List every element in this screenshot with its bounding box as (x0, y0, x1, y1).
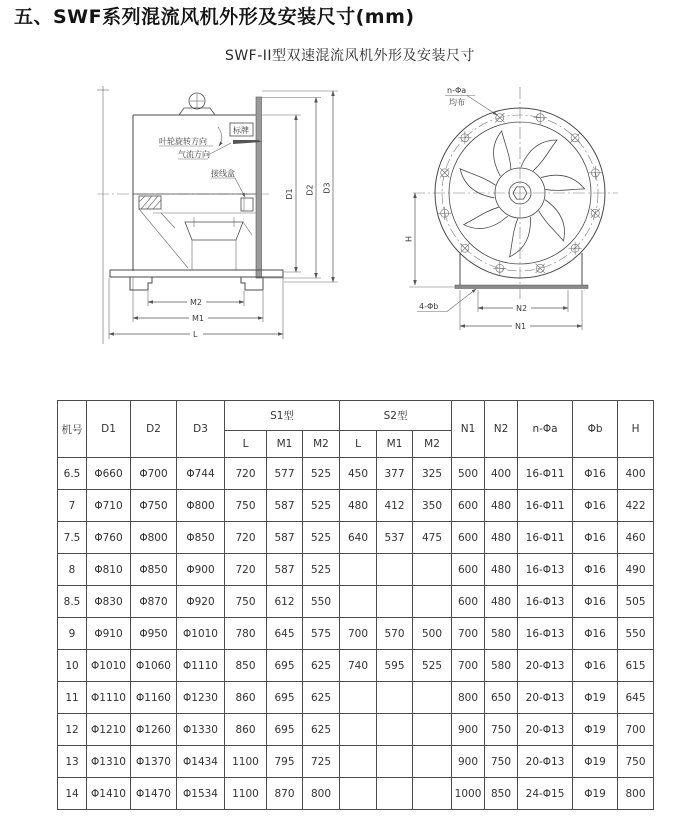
table-cell: 587 (267, 554, 303, 586)
dimensions-table (57, 400, 654, 810)
table-cell: 612 (267, 586, 303, 618)
table-cell: 860 (225, 714, 267, 746)
table-row (58, 746, 654, 778)
table-cell: 750 (485, 714, 518, 746)
table-cell: Φ16 (573, 586, 618, 618)
table-cell: Φ1260 (131, 714, 177, 746)
row-fan-size: 6.5 (58, 458, 87, 490)
table-cell: 480 (485, 522, 518, 554)
dim-d3-label: D3 (322, 182, 332, 194)
table-cell (377, 586, 413, 618)
table-cell: 600 (452, 522, 485, 554)
row-fan-size: 7.5 (58, 522, 87, 554)
table-cell: Φ1534 (177, 778, 225, 810)
table-cell: Φ950 (131, 618, 177, 650)
table-cell (413, 586, 452, 618)
table-cell (413, 682, 452, 714)
table-cell: Φ710 (87, 490, 131, 522)
table-cell: 577 (267, 458, 303, 490)
row-fan-size: 9 (58, 618, 87, 650)
table-cell: Φ1470 (131, 778, 177, 810)
col-header-d1: D1 (87, 401, 131, 458)
table-cell: 480 (485, 554, 518, 586)
impeller (460, 131, 584, 257)
table-row (58, 554, 654, 586)
table-cell: Φ1160 (131, 682, 177, 714)
col-header-h: H (618, 401, 654, 458)
table-cell: 625 (303, 714, 340, 746)
table-cell (413, 746, 452, 778)
table-cell: 587 (267, 490, 303, 522)
table-row (58, 650, 654, 682)
table-cell (377, 778, 413, 810)
col-header-s1-m1: M1 (267, 431, 303, 458)
dim-d2-label: D2 (305, 184, 315, 196)
col-header-n1: N1 (452, 401, 485, 458)
col-header-s2-l: L (340, 431, 377, 458)
dim-l (109, 278, 283, 339)
table-cell: Φ850 (177, 522, 225, 554)
table-row (58, 586, 654, 618)
junction-box (241, 198, 253, 211)
table-cell: 720 (225, 522, 267, 554)
outlet-flange (256, 97, 262, 278)
table-cell: 20-Φ13 (518, 714, 573, 746)
table-cell: 800 (303, 778, 340, 810)
row-fan-size: 12 (58, 714, 87, 746)
table-cell: 475 (413, 522, 452, 554)
table-cell: Φ760 (87, 522, 131, 554)
table-cell: 700 (452, 618, 485, 650)
table-cell: Φ16 (573, 618, 618, 650)
col-header-d3: D3 (177, 401, 225, 458)
table-cell (377, 746, 413, 778)
col-header-s1-l: L (225, 431, 267, 458)
table-cell (413, 714, 452, 746)
row-fan-size: 14 (58, 778, 87, 810)
table-cell: 325 (413, 458, 452, 490)
col-header-b: Φb (573, 401, 618, 458)
table-cell: 695 (267, 714, 303, 746)
table-cell: 16-Φ11 (518, 490, 573, 522)
dim-d3 (262, 91, 338, 282)
table-cell: Φ1110 (87, 682, 131, 714)
table-cell: Φ16 (573, 522, 618, 554)
table-cell: Φ1010 (87, 650, 131, 682)
table-cell: 505 (618, 586, 654, 618)
dim-n2-label: N2 (516, 304, 528, 313)
table-cell: Φ1110 (177, 650, 225, 682)
evenly-spaced-label: 均布 (449, 98, 465, 107)
table-cell: 725 (303, 746, 340, 778)
table-cell: 16-Φ13 (518, 554, 573, 586)
table-cell: 625 (303, 650, 340, 682)
table-cell: 16-Φ13 (518, 586, 573, 618)
table-cell: 460 (618, 522, 654, 554)
table-cell: 480 (485, 586, 518, 618)
hole-callout (445, 86, 497, 115)
table-cell: 480 (340, 490, 377, 522)
right-foot (241, 277, 263, 290)
table-cell: 695 (267, 650, 303, 682)
table-cell (340, 682, 377, 714)
row-fan-size: 10 (58, 650, 87, 682)
table-cell: Φ850 (131, 554, 177, 586)
row-fan-size: 8 (58, 554, 87, 586)
table-cell: 580 (485, 650, 518, 682)
table-cell: 640 (340, 522, 377, 554)
junction-box-label: 接线盒 (211, 169, 235, 178)
table-cell: Φ660 (87, 458, 131, 490)
table-cell: 400 (618, 458, 654, 490)
table-cell: Φ16 (573, 650, 618, 682)
table-cell: 350 (413, 490, 452, 522)
table-cell: Φ16 (573, 490, 618, 522)
rotation-direction-label: 叶轮旋转方向 (159, 137, 207, 146)
table-cell (413, 778, 452, 810)
table-cell: 750 (225, 490, 267, 522)
table-cell: 587 (267, 522, 303, 554)
table-cell: 525 (303, 554, 340, 586)
table-cell (340, 586, 377, 618)
row-fan-size: 7 (58, 490, 87, 522)
table-cell: Φ1310 (87, 746, 131, 778)
table-cell: 850 (225, 650, 267, 682)
table-row (58, 778, 654, 810)
table-cell (377, 554, 413, 586)
table-cell: 450 (340, 458, 377, 490)
table-cell: 615 (618, 650, 654, 682)
table-cell: 550 (303, 586, 340, 618)
table-cell: Φ19 (573, 778, 618, 810)
table-cell: 1100 (225, 778, 267, 810)
row-fan-size: 13 (58, 746, 87, 778)
table-cell: 900 (452, 746, 485, 778)
table-cell: 570 (377, 618, 413, 650)
table-cell (340, 714, 377, 746)
table-cell: Φ1330 (177, 714, 225, 746)
dim-n2 (478, 290, 568, 313)
table-cell: Φ900 (177, 554, 225, 586)
table-cell: Φ870 (131, 586, 177, 618)
table-cell: Φ810 (87, 554, 131, 586)
rotation-arrow-icon (218, 127, 222, 146)
table-cell: Φ1434 (177, 746, 225, 778)
dim-d2 (262, 98, 321, 279)
table-cell: 16-Φ11 (518, 458, 573, 490)
table-cell: 525 (413, 650, 452, 682)
table-cell: Φ1410 (87, 778, 131, 810)
table-cell: Φ19 (573, 682, 618, 714)
table-cell (340, 554, 377, 586)
table-cell: Φ19 (573, 746, 618, 778)
table-cell: 500 (452, 458, 485, 490)
dim-m2-label: M2 (190, 298, 202, 307)
table-cell: 400 (485, 458, 518, 490)
table-cell: 750 (485, 746, 518, 778)
table-row (58, 522, 654, 554)
table-cell (340, 746, 377, 778)
nameplate-label: 标牌 (233, 126, 249, 135)
table-cell: 720 (225, 554, 267, 586)
row-fan-size: 11 (58, 682, 87, 714)
table-cell: 550 (618, 618, 654, 650)
table-cell: 575 (303, 618, 340, 650)
table-cell: 800 (618, 778, 654, 810)
table-cell: 800 (452, 682, 485, 714)
dim-m1-label: M1 (192, 314, 204, 323)
callouts (159, 123, 262, 197)
base-hole-callout (417, 289, 476, 312)
table-row (58, 490, 654, 522)
dim-d1 (262, 115, 301, 272)
table-cell: Φ700 (131, 458, 177, 490)
col-header-s1-m2: M2 (303, 431, 340, 458)
table-cell: 525 (303, 522, 340, 554)
fan-casing (133, 97, 262, 278)
table-cell: 700 (618, 714, 654, 746)
table-cell: 600 (452, 490, 485, 522)
table-cell: 740 (340, 650, 377, 682)
dim-h-label: H (404, 235, 414, 243)
table-cell: Φ830 (87, 586, 131, 618)
table-cell: 525 (303, 490, 340, 522)
table-cell: 700 (340, 618, 377, 650)
table-cell: Φ19 (573, 714, 618, 746)
lifting-eye (179, 93, 215, 115)
base-hole-label: 4-Φb (419, 302, 439, 311)
table-cell: 750 (225, 586, 267, 618)
table-cell: 412 (377, 490, 413, 522)
table-cell: 870 (267, 778, 303, 810)
table-cell: 20-Φ13 (518, 746, 573, 778)
drawing-caption: SWF-II型双速混流风机外形及安装尺寸 (224, 48, 476, 64)
table-cell: 850 (485, 778, 518, 810)
table-row (58, 682, 654, 714)
table-cell: Φ744 (177, 458, 225, 490)
hole-count-label: n-Φa (447, 86, 467, 95)
table-cell: 695 (267, 682, 303, 714)
motor-assembly (139, 196, 256, 270)
table-row (58, 458, 654, 490)
table-cell: 490 (618, 554, 654, 586)
table-cell: Φ920 (177, 586, 225, 618)
dim-n1-label: N1 (515, 322, 527, 331)
table-cell: Φ16 (573, 458, 618, 490)
col-header-s2: S2型 (340, 401, 452, 431)
table-cell: 16-Φ13 (518, 618, 573, 650)
table-cell: 580 (485, 618, 518, 650)
dim-h (405, 193, 456, 287)
table-cell: 645 (618, 682, 654, 714)
col-header-s2-m1: M1 (377, 431, 413, 458)
dim-d1-label: D1 (285, 188, 294, 200)
table-cell: 20-Φ13 (518, 682, 573, 714)
table-cell: Φ16 (573, 554, 618, 586)
table-cell: 525 (303, 458, 340, 490)
col-header-na: n-Φa (518, 401, 573, 458)
table-cell: 1000 (452, 778, 485, 810)
table-cell: 24-Φ15 (518, 778, 573, 810)
table-cell: Φ1230 (177, 682, 225, 714)
table-cell: 600 (452, 554, 485, 586)
table-cell: 600 (452, 586, 485, 618)
airflow-direction-label: 气流方向 (178, 150, 210, 159)
table-cell: 480 (485, 490, 518, 522)
table-cell (413, 554, 452, 586)
table-cell: 720 (225, 458, 267, 490)
table-cell: 422 (618, 490, 654, 522)
left-foot (130, 277, 152, 290)
col-header-s1: S1型 (225, 401, 340, 431)
table-cell (340, 778, 377, 810)
table-cell: 645 (267, 618, 303, 650)
table-cell: 900 (452, 714, 485, 746)
col-header-jihao: 机号 (58, 401, 87, 458)
table-cell: 500 (413, 618, 452, 650)
table-cell: 750 (618, 746, 654, 778)
table-cell: Φ1010 (177, 618, 225, 650)
col-header-s2-m2: M2 (413, 431, 452, 458)
table-cell (377, 682, 413, 714)
table-cell: 780 (225, 618, 267, 650)
table-cell: 377 (377, 458, 413, 490)
col-header-d2: D2 (131, 401, 177, 458)
fan-side-view-drawing (95, 78, 355, 348)
dim-m2 (148, 291, 244, 307)
table-row (58, 714, 654, 746)
mounting-base (455, 253, 588, 289)
fan-front-view-drawing (405, 82, 650, 340)
table-cell: 595 (377, 650, 413, 682)
table-cell: 650 (485, 682, 518, 714)
table-cell: Φ750 (131, 490, 177, 522)
row-fan-size: 8.5 (58, 586, 87, 618)
table-cell: Φ800 (131, 522, 177, 554)
table-cell: 625 (303, 682, 340, 714)
page-title: 五、SWF系列混流风机外形及安装尺寸(mm) (14, 6, 415, 28)
table-cell (377, 714, 413, 746)
table-cell: Φ800 (177, 490, 225, 522)
table-cell: 860 (225, 682, 267, 714)
table-cell: 700 (452, 650, 485, 682)
table-cell: 537 (377, 522, 413, 554)
table-cell: 16-Φ11 (518, 522, 573, 554)
table-cell: 795 (267, 746, 303, 778)
table-row (58, 618, 654, 650)
table-cell: Φ910 (87, 618, 131, 650)
table-cell: 1100 (225, 746, 267, 778)
table-cell: 20-Φ13 (518, 650, 573, 682)
dim-l-label: L (193, 330, 198, 339)
table-cell: Φ1370 (131, 746, 177, 778)
col-header-n2: N2 (485, 401, 518, 458)
table-cell: Φ1060 (131, 650, 177, 682)
table-cell: Φ1210 (87, 714, 131, 746)
